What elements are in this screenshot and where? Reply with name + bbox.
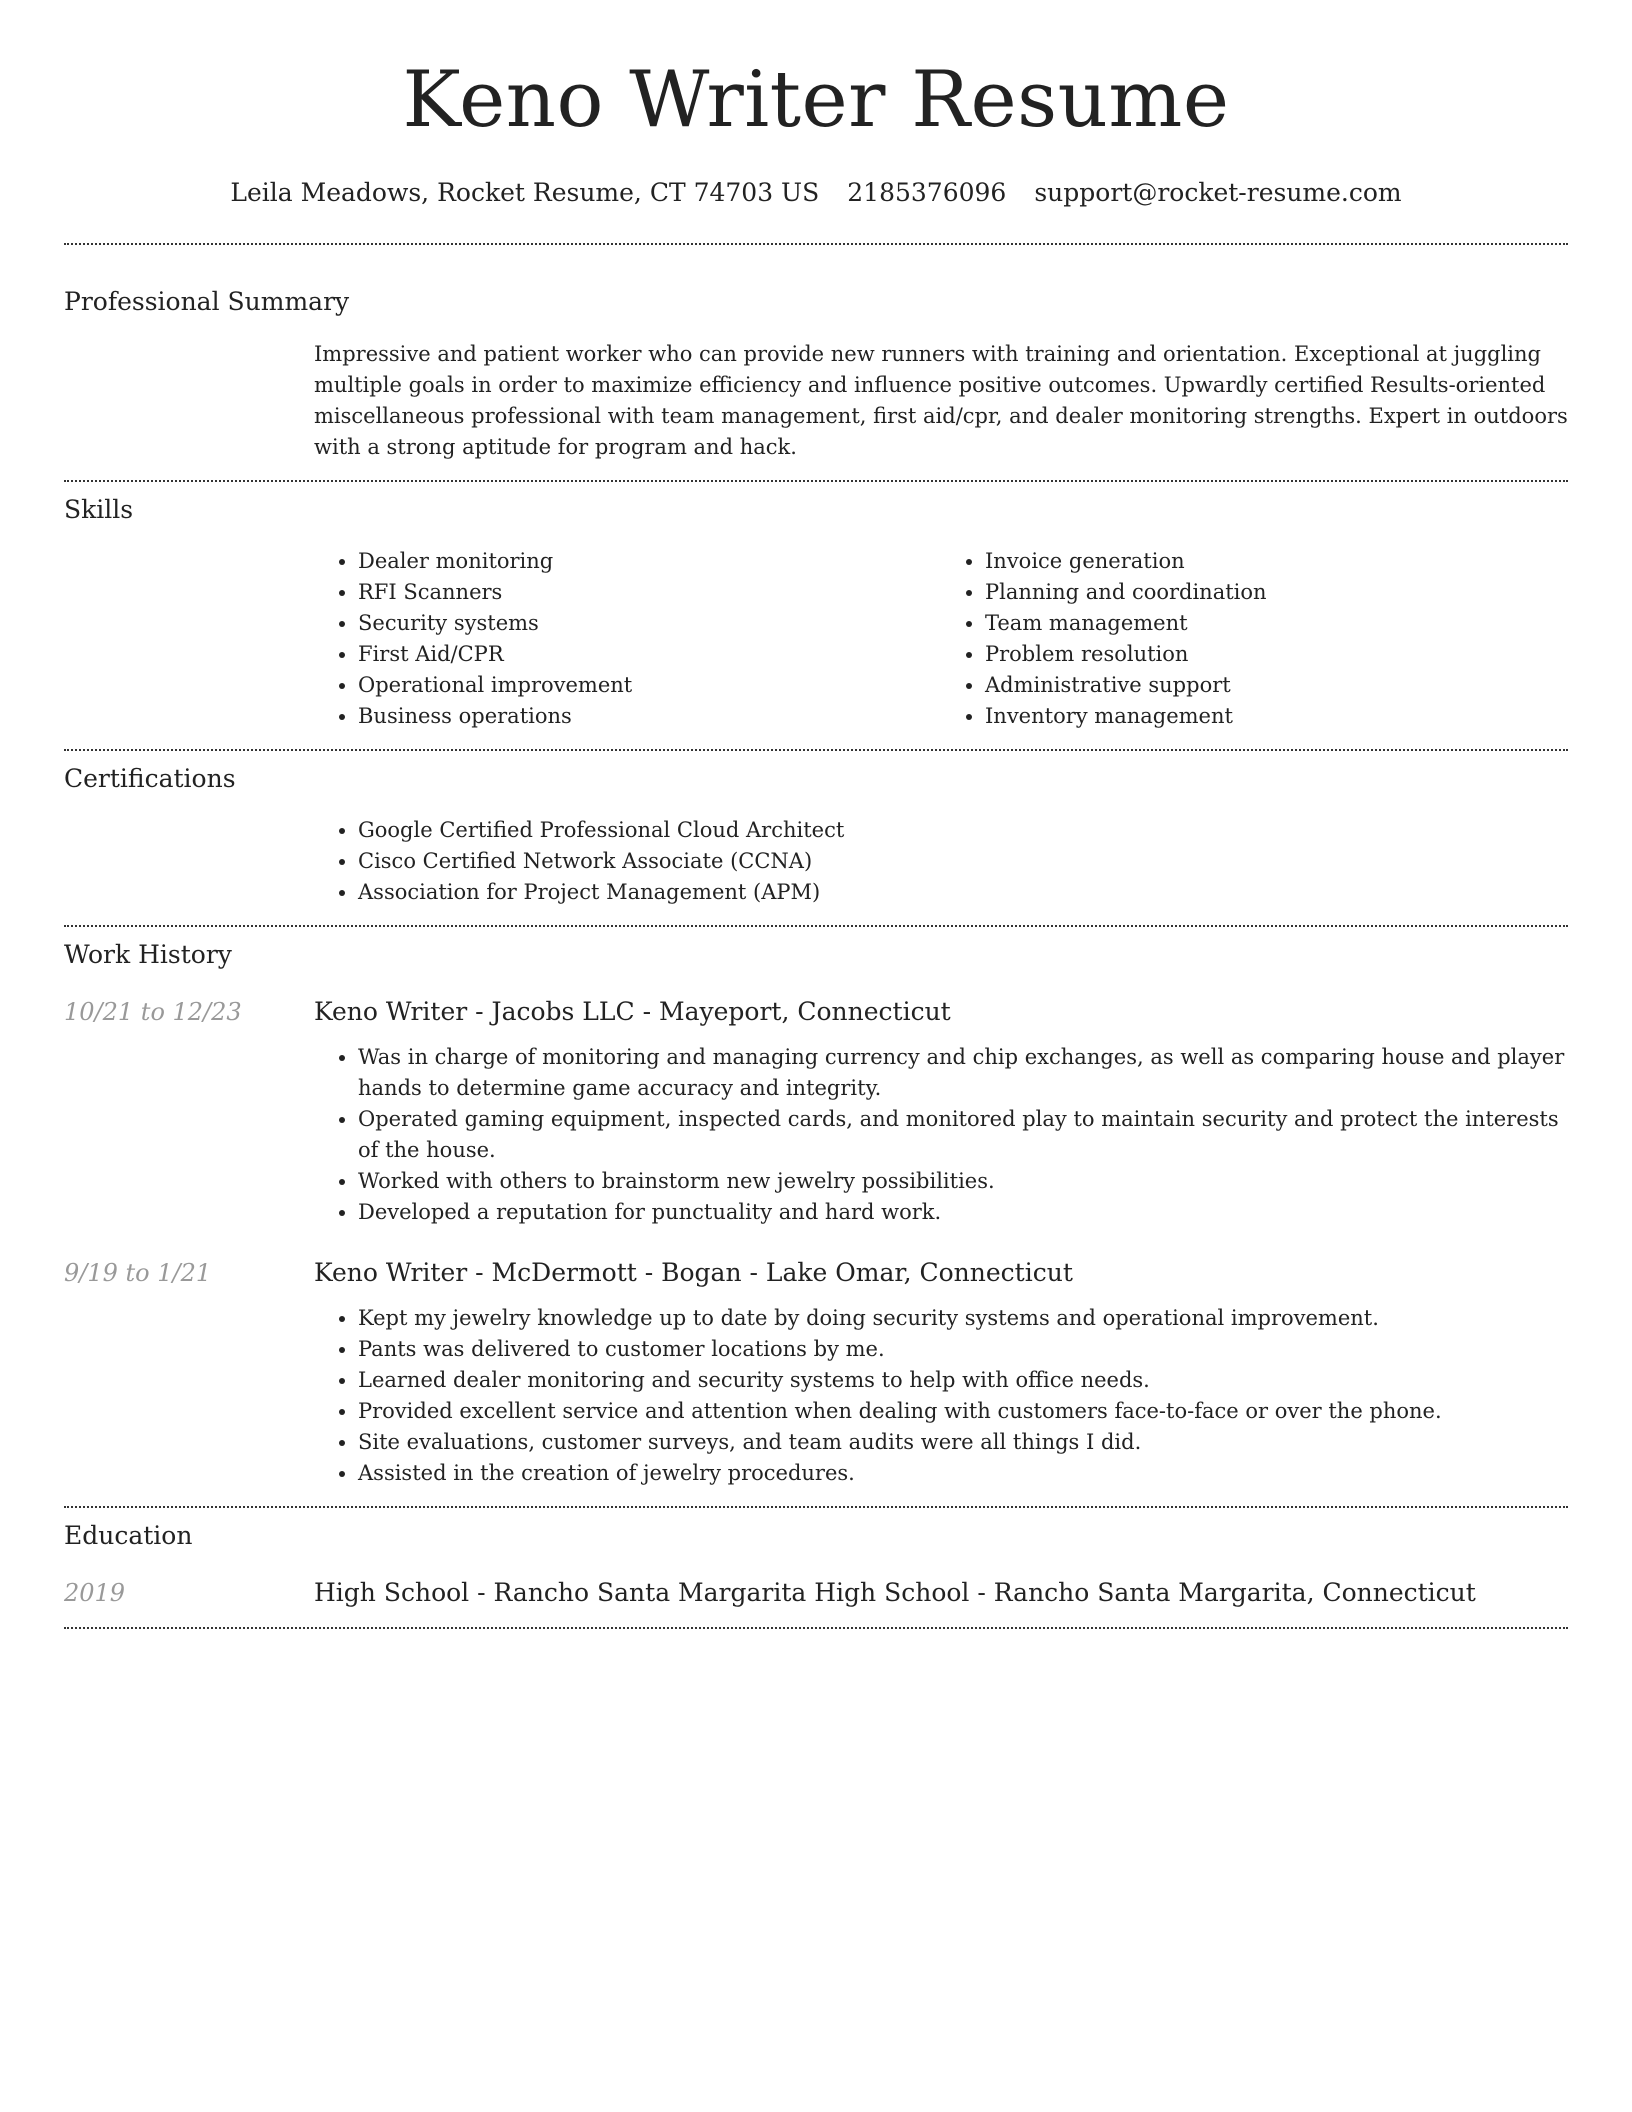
list-item: • Operational improvement [358, 670, 941, 701]
contact-address: Leila Meadows, Rocket Resume, CT 74703 US [230, 178, 820, 207]
list-item: • Was in charge of monitoring and managing currency and chip exchanges, as well as comparing house and player hands to determine game accuracy and integrity. [358, 1042, 1568, 1104]
list-item: • Team management [985, 608, 1568, 639]
job-title: Keno Writer - McDermott - Bogan - Lake Omar, Connecticut [314, 1258, 1073, 1287]
job-dates: 10/21 to 12/23 [64, 998, 242, 1026]
list-item: • Problem resolution [985, 639, 1568, 670]
section-heading-summary: Professional Summary [64, 287, 350, 316]
list-item: • Google Certified Professional Cloud Architect [358, 815, 1568, 846]
summary-text: Impressive and patient worker who can provide new runners with training and orientation. Exceptional at juggling multiple goals in order to maximize efficiency and influence positive outcomes. Upwardly certified Results-oriented miscellaneous professional with team management, first aid/cpr, and dealer monitoring strengths. Expert in outdoors with a strong aptitude for program and hack. [314, 342, 1568, 459]
list-item: • Dealer monitoring [358, 546, 941, 577]
list-item: • Provided excellent service and attention when dealing with customers face-to-face or over the phone. [358, 1396, 1568, 1427]
list-item: • Association for Project Management (APM) [358, 877, 1568, 908]
section-heading-education: Education [64, 1521, 193, 1550]
divider [64, 1627, 1568, 1629]
list-item: • Cisco Certified Network Associate (CCNA) [358, 846, 1568, 877]
education-school: High School - Rancho Santa Margarita High School - Rancho Santa Margarita, Connecticut [314, 1578, 1476, 1607]
list-item: • RFI Scanners [358, 577, 941, 608]
list-item: • Developed a reputation for punctuality and hard work. [358, 1197, 1568, 1228]
contact-email: support@rocket-resume.com [1034, 178, 1402, 207]
list-item: • Operated gaming equipment, inspected cards, and monitored play to maintain security and protect the interests of the house. [358, 1104, 1568, 1166]
skills-list [314, 546, 1568, 732]
section-heading-skills: Skills [64, 495, 134, 524]
skills-column-left [314, 546, 941, 732]
list-item: • Planning and coordination [985, 577, 1568, 608]
contact-phone: 2185376096 [847, 178, 1007, 207]
list-item: • Pants was delivered to customer locations by me. [358, 1334, 1568, 1365]
job-header [64, 1256, 1568, 1290]
list-item: • Security systems [358, 608, 941, 639]
contact-line [64, 176, 1568, 210]
resume-title: Keno Writer Resume [402, 55, 1230, 145]
divider [64, 243, 1568, 245]
divider [64, 1506, 1568, 1508]
divider [64, 480, 1568, 482]
job-header [64, 995, 1568, 1029]
section-heading-certifications: Certifications [64, 764, 236, 793]
list-item: • Worked with others to brainstorm new jewelry possibilities. [358, 1166, 1568, 1197]
list-item: • Site evaluations, customer surveys, and team audits were all things I did. [358, 1427, 1568, 1458]
skills-column-right [941, 546, 1568, 732]
list-item: • Inventory management [985, 701, 1568, 732]
list-item: • Invoice generation [985, 546, 1568, 577]
job-dates: 9/19 to 1/21 [64, 1259, 212, 1287]
divider [64, 925, 1568, 927]
job-bullets [314, 1042, 1568, 1228]
list-item: • Kept my jewelry knowledge up to date by doing security systems and operational improvement. [358, 1303, 1568, 1334]
list-item: • Assisted in the creation of jewelry procedures. [358, 1458, 1568, 1489]
list-item: • Learned dealer monitoring and security systems to help with office needs. [358, 1365, 1568, 1396]
divider [64, 749, 1568, 751]
list-item: • Administrative support [985, 670, 1568, 701]
job-title: Keno Writer - Jacobs LLC - Mayeport, Connecticut [314, 997, 951, 1026]
certifications-list [314, 815, 1568, 908]
list-item: • Business operations [358, 701, 941, 732]
education-year: 2019 [64, 1579, 126, 1607]
education-entry [64, 1576, 1568, 1610]
section-heading-work-history: Work History [64, 940, 232, 969]
job-bullets [314, 1303, 1568, 1489]
list-item: • First Aid/CPR [358, 639, 941, 670]
